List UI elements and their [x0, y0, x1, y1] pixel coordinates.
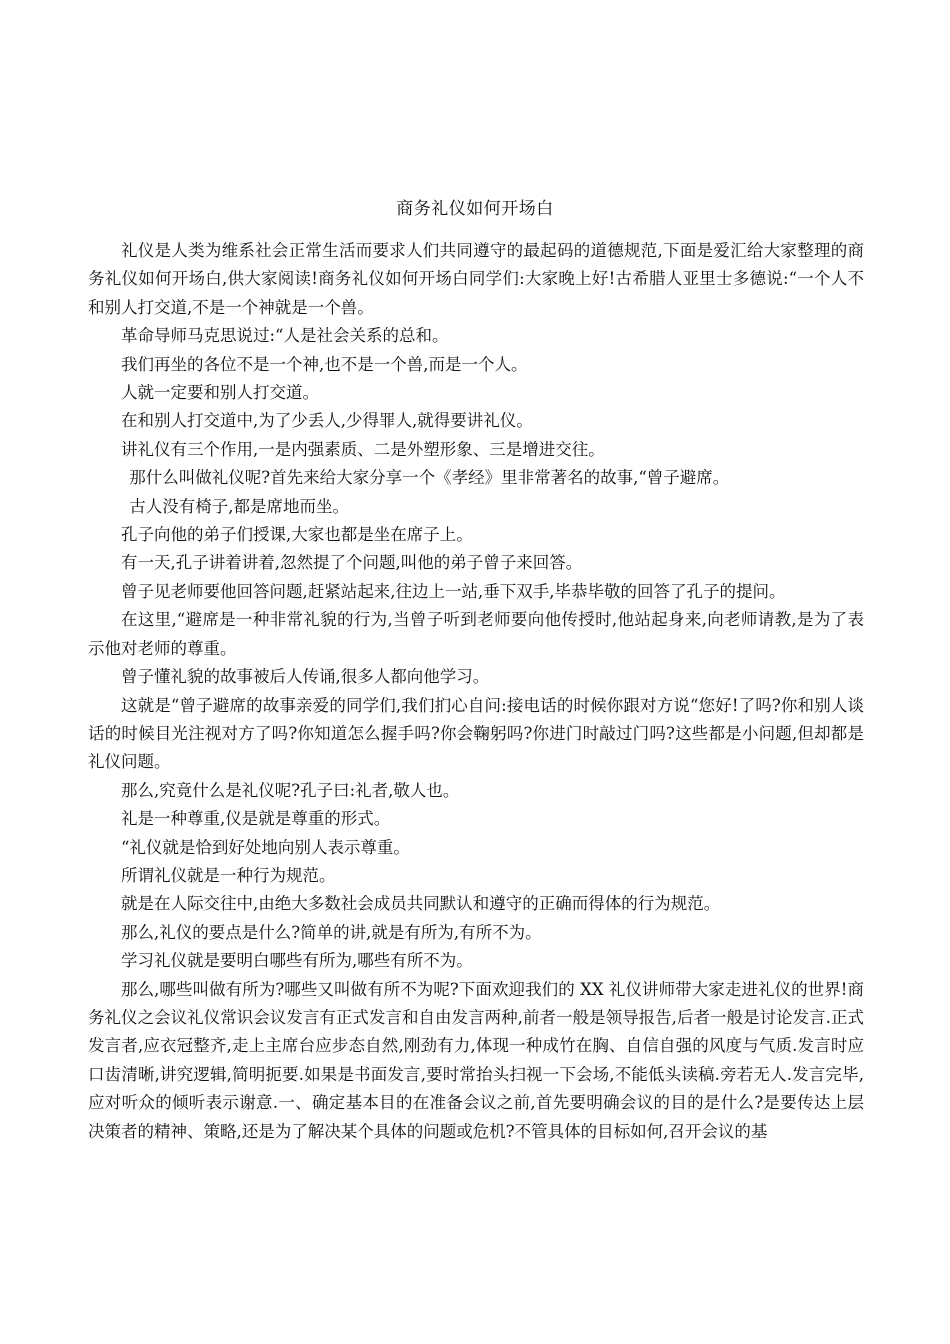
paragraph: 礼仪是人类为维系社会正常生活而要求人们共同遵守的最起码的道德规范,下面是爱汇给大家整理的商务礼仪如何开场白,供大家阅读!商务礼仪如何开场白同学们:大家晚上好!古希腊人亚里士多德说:“一个人不和别人打交道,不是一个神就是一个兽。: [88, 241, 864, 317]
paragraph: 有一天,孔子讲着讲着,忽然提了个问题,叫他的弟子曾子来回答。: [121, 553, 583, 573]
paragraph: 人就一定要和别人打交道。: [121, 383, 319, 403]
document-body: [88, 237, 864, 1146]
paragraph: 曾子懂礼貌的故事被后人传诵,很多人都向他学习。: [121, 667, 490, 687]
paragraph: 革命导师马克思说过:“人是社会关系的总和。: [121, 326, 449, 346]
paragraph: 那什么叫做礼仪呢?首先来给大家分享一个《孝经》里非常著名的故事,“曾子避席。: [129, 468, 730, 488]
paragraph: 孔子向他的弟子们授课,大家也都是坐在席子上。: [121, 525, 473, 545]
paragraph: 就是在人际交往中,由绝大多数社会成员共同默认和遵守的正确而得体的行为规范。: [121, 894, 721, 914]
paragraph: 学习礼仪就是要明白哪些有所为,哪些有所不为。: [121, 951, 473, 971]
paragraph: 所谓礼仪就是一种行为规范。: [121, 865, 336, 885]
paragraph: 那么,哪些叫做有所为?哪些又叫做有所不为呢?下面欢迎我们的 XX 礼仪讲师带大家走进礼仪的世界!商务礼仪之会议礼仪常识会议发言有正式发言和自由发言两种,前者一般是领导报告,后者一般是讨论发言.正式发言者,应衣冠整齐,走上主席台应步态自然,刚劲有力,体现一种成竹在胸、自信自强的风度与气质.发言时应口齿清晰,讲究逻辑,简明扼要.如果是书面发言,要时常抬头扫视一下会场,不能低头读稿.旁若无人.发言完毕,应对听众的倾听表示谢意.一、确定基本目的在准备会议之前,首先要明确会议的目的是什么?是要传达上层决策者的精神、策略,还是为了解决某个具体的问题或危机?不管具体的目标如何,召开会议的基: [88, 979, 864, 1141]
paragraph: “礼仪就是恰到好处地向别人表示尊重。: [121, 837, 410, 857]
paragraph: 我们再坐的各位不是一个神,也不是一个兽,而是一个人。: [121, 354, 528, 374]
paragraph: 礼是一种尊重,仪是就是尊重的形式。: [121, 809, 391, 829]
document-title: 商务礼仪如何开场白: [396, 199, 554, 219]
paragraph: 那么,究竟什么是礼仪呢?孔子曰:礼者,敬人也。: [121, 780, 460, 800]
paragraph: 那么,礼仪的要点是什么?简单的讲,就是有所为,有所不为。: [121, 922, 542, 942]
paragraph: 在和别人打交道中,为了少丢人,少得罪人,就得要讲礼仪。: [121, 411, 533, 431]
paragraph: 曾子见老师要他回答问题,赶紧站起来,往边上一站,垂下双手,毕恭毕敬的回答了孔子的提问。: [121, 581, 786, 601]
paragraph: 古人没有椅子,都是席地而坐。: [129, 496, 349, 516]
paragraph: 这就是“曾子避席的故事亲爱的同学们,我们扪心自问:接电话的时候你跟对方说“您好!了吗?你和别人谈话的时候目光注视对方了吗?你知道怎么握手吗?你会鞠躬吗?你进门时敲过门吗?这些都是小问题,但却都是礼仪问题。: [88, 695, 864, 772]
paragraph: 在这里,“避席是一种非常礼貌的行为,当曾子听到老师要向他传授时,他站起身来,向老师请教,是为了表示他对老师的尊重。: [88, 610, 864, 658]
paragraph: 讲礼仪有三个作用,一是内强素质、二是外塑形象、三是增进交往。: [121, 439, 605, 459]
